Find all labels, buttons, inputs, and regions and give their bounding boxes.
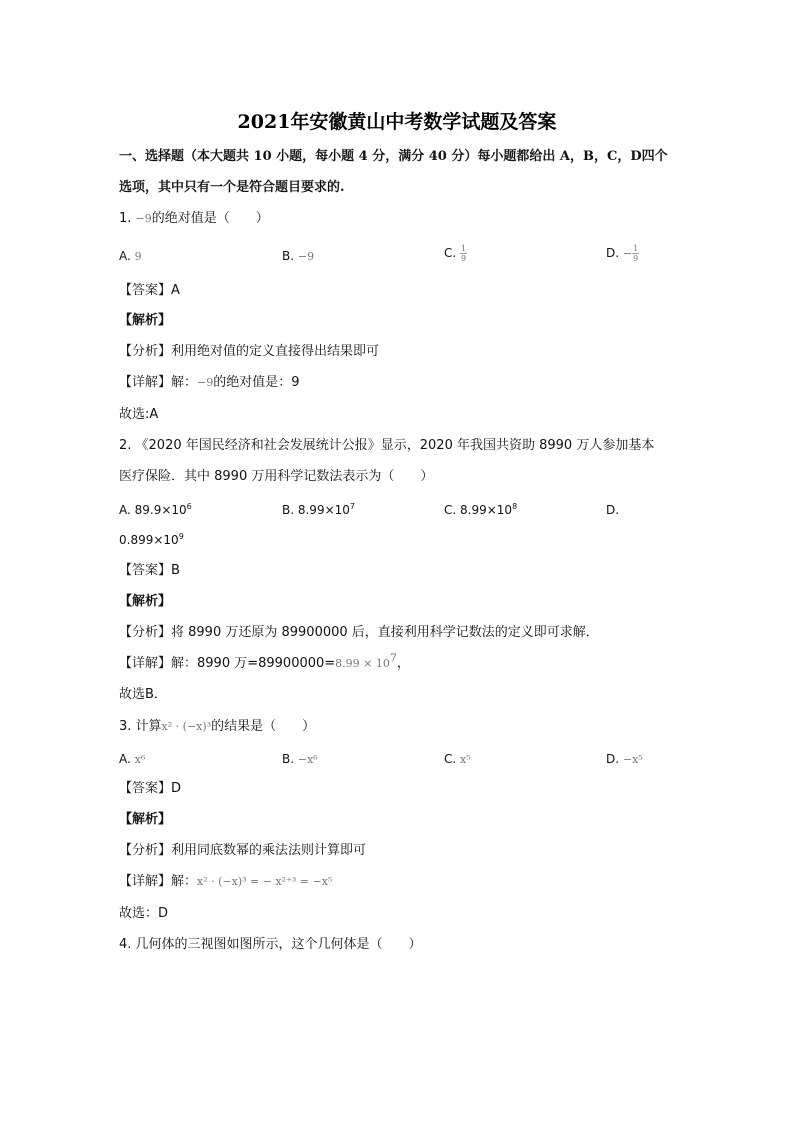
q3-number: 3. 计算 xyxy=(119,719,162,734)
q2-option-b-exponent: 7 xyxy=(349,502,355,511)
q3-option-a-label: A. xyxy=(119,752,131,766)
q1-stem-text: 的绝对值是（ ） xyxy=(151,211,269,226)
q1-option-d-fraction xyxy=(632,244,639,263)
q2-option-c-text: C. 8.99×10 xyxy=(444,503,513,517)
q2-option-a-exponent: 6 xyxy=(186,502,192,511)
q1-number: 1. xyxy=(119,211,132,226)
q1-option-c-fraction xyxy=(460,244,467,263)
q3-option-b-value: −x⁶ xyxy=(297,753,318,766)
q2-stem-line2: 医疗保险．其中 8990 万用科学记数法表示为（ ） xyxy=(119,469,434,484)
q2-answer: 【答案】B xyxy=(119,563,180,578)
q1-option-c xyxy=(444,244,467,263)
section-intro-line1: 一、选择题（本大题共 10 小题，每小题 4 分，满分 40 分）每小题都给出 A，B，C，D四个 xyxy=(119,149,668,164)
q2-analysis-heading: 【解析】 xyxy=(119,594,172,609)
q3-option-b xyxy=(282,750,318,769)
q3-option-c-label: C. xyxy=(444,752,457,766)
q3-stem-text: 的结果是（ ） xyxy=(211,719,316,734)
q1-option-d-denominator: 9 xyxy=(633,254,639,263)
q2-option-b xyxy=(282,501,355,519)
q2-option-a-text: A. 89.9×10 xyxy=(119,503,187,517)
q1-option-b xyxy=(282,247,314,266)
q2-stem-line1: 2. 《2020 年国民经济和社会发展统计公报》显示，2020 年我国共资助 8990 万人参加基本 xyxy=(119,438,655,453)
q1-option-d-label: D. xyxy=(606,246,620,260)
q1-stem xyxy=(119,210,269,228)
q3-xiangjie xyxy=(119,873,332,891)
q2-option-d xyxy=(119,531,184,549)
q3-option-c xyxy=(444,750,471,769)
q1-xiangjie-text: 的绝对值是：9 xyxy=(213,375,300,390)
q1-option-d-sign: − xyxy=(622,247,633,260)
q3-option-b-label: B. xyxy=(282,752,295,766)
q4-stem: 4. 几何体的三视图如图所示，这个几何体是（ ） xyxy=(119,937,422,952)
q1-xiangjie-head: 【详解】解： xyxy=(119,375,198,390)
q1-option-c-denominator: 9 xyxy=(461,254,467,263)
q2-xiangjie-end: ， xyxy=(396,656,410,671)
q1-xiangjie xyxy=(119,374,300,392)
q3-option-d-label: D. xyxy=(606,752,620,766)
section-intro-line2: 选项，其中只有一个是符合题目要求的. xyxy=(119,180,345,195)
q2-option-a xyxy=(119,501,192,519)
q2-option-c-exponent: 8 xyxy=(512,502,518,511)
q3-xiangjie-head: 【详解】解： xyxy=(119,874,198,889)
q2-option-d-exponent: 9 xyxy=(178,532,184,541)
q2-option-d-label: D. xyxy=(606,503,620,517)
q1-option-b-label: B. xyxy=(282,249,295,263)
q2-xiangjie xyxy=(119,651,410,673)
q1-option-a xyxy=(119,247,142,266)
q1-answer: 【答案】A xyxy=(119,283,180,298)
q1-stem-math: −9 xyxy=(135,212,152,225)
q1-xiangjie-math: −9 xyxy=(197,376,214,389)
q3-option-d-value: −x⁵ xyxy=(622,753,643,766)
q3-stem xyxy=(119,718,315,736)
q3-answer: 【答案】D xyxy=(119,781,182,796)
q3-option-d xyxy=(606,750,643,769)
q2-option-c xyxy=(444,501,517,519)
q1-option-d xyxy=(606,244,639,263)
q2-option-b-text: B. 8.99×10 xyxy=(282,503,350,517)
q1-choose: 故选:A xyxy=(119,407,159,422)
q1-option-c-numerator: 1 xyxy=(461,244,467,253)
q2-fenxi: 【分析】将 8990 万还原为 89900000 后，直接利用科学记数法的定义即可求解． xyxy=(119,625,599,640)
page-title: 2021年安徽黄山中考数学试题及答案 xyxy=(237,111,557,133)
q2-choose: 故选B． xyxy=(119,687,167,702)
q2-xiangjie-text: 【详解】解：8990 万=89900000= xyxy=(119,656,336,671)
q1-option-b-value: −9 xyxy=(297,250,315,263)
q1-option-a-value: 9 xyxy=(134,250,142,263)
q1-option-c-label: C. xyxy=(444,246,457,260)
q3-choose: 故选：D xyxy=(119,906,169,921)
q3-xiangjie-math: x² · (−x)³ = − x²⁺³ = −x⁵ xyxy=(197,875,333,888)
q3-option-c-value: x⁵ xyxy=(460,753,471,766)
q3-analysis-heading: 【解析】 xyxy=(119,812,172,827)
q2-xiangjie-exponent: 7 xyxy=(389,651,397,665)
q2-xiangjie-math: 8.99 × 10 xyxy=(335,657,390,670)
q3-stem-math: x² · (−x)³ xyxy=(161,720,212,733)
q1-option-a-label: A. xyxy=(119,249,131,263)
q1-option-d-numerator: 1 xyxy=(633,244,639,253)
q3-fenxi: 【分析】利用同底数幂的乘法法则计算即可 xyxy=(119,843,367,858)
q3-option-a xyxy=(119,750,145,769)
q1-fenxi: 【分析】利用绝对值的定义直接得出结果即可 xyxy=(119,344,380,359)
q2-option-d-text: 0.899×10 xyxy=(119,533,179,547)
q3-option-a-value: x⁶ xyxy=(134,753,146,766)
q1-analysis-heading: 【解析】 xyxy=(119,313,172,328)
